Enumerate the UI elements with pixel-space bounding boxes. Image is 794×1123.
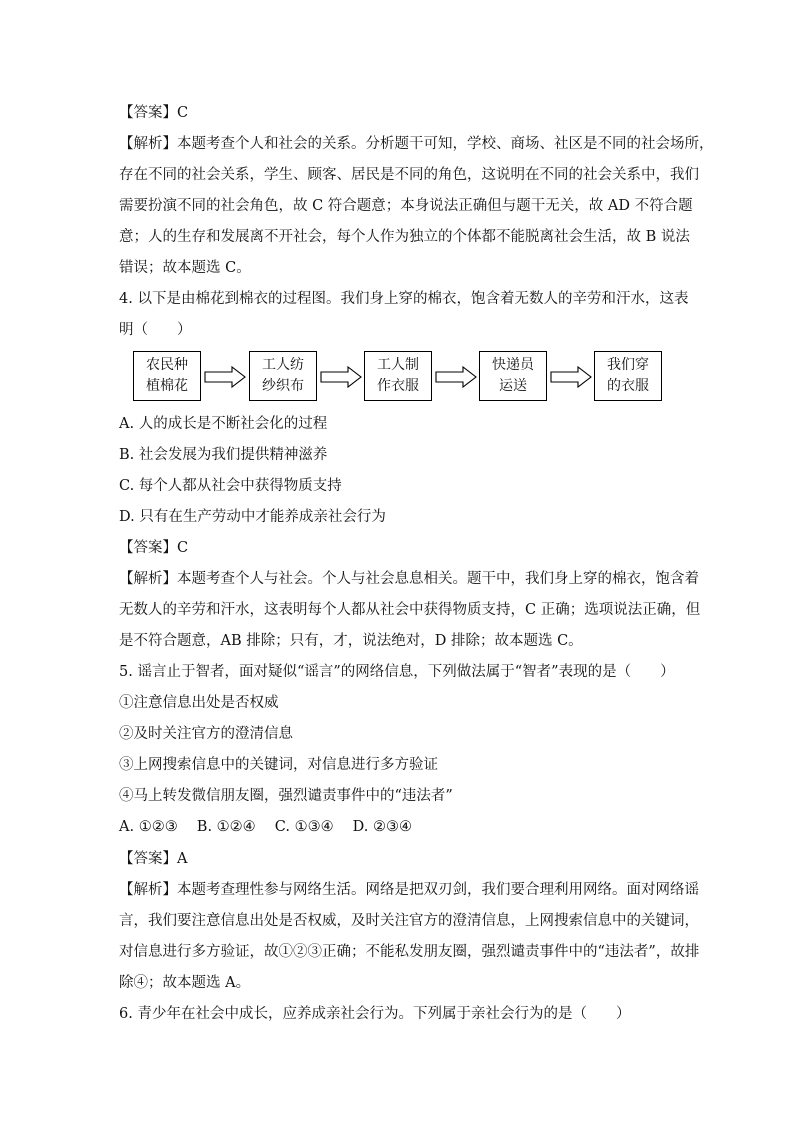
flow-arrow-1-icon	[204, 366, 246, 388]
question-4-line2: 明（ ）	[119, 322, 192, 338]
question-4-option-d: D. 只有在生产劳动中才能养成亲社会行为	[119, 509, 386, 525]
question-5-statement-1: ①注意信息出处是否权威	[119, 695, 279, 711]
flow-arrow-2-icon	[320, 366, 362, 388]
flow-arrow-4-icon	[550, 366, 592, 388]
explanation-q3-line5: 错误；故本题选 C。	[119, 260, 251, 276]
flow-step-5	[594, 351, 662, 401]
flow-step-3	[364, 351, 432, 401]
explanation-q4-line2: 无数人的辛劳和汗水，这表明每个人都从社会中获得物质支持，C 正确；选项说法正确，但	[119, 602, 701, 618]
question-4-option-a: A. 人的成长是不断社会化的过程	[119, 416, 328, 432]
answer-q5: 【答案】A	[119, 851, 188, 867]
explanation-q5-line4: 除④；故本题选 A。	[119, 975, 251, 991]
explanation-q5-line1: 【解析】本题考查理性参与网络生活。网络是把双刃剑，我们要合理利用网络。面对网络谣	[119, 882, 699, 898]
question-5-options: A. ①②③ B. ①②④ C. ①③④ D. ②③④	[119, 819, 413, 835]
flow-step-1-line2: 植棉花	[146, 378, 188, 394]
flow-step-3-line2: 作衣服	[377, 378, 419, 394]
flow-step-2	[249, 351, 317, 401]
explanation-q3-line3: 需要扮演不同的社会角色，故 C 符合题意；本身说法正确但与题干无关，故 AD 不符合题	[119, 198, 693, 214]
flow-step-2-line1: 工人纺	[262, 357, 304, 373]
question-5-statement-4: ④马上转发微信朋友圈，强烈谴责事件中的“违法者”	[119, 788, 453, 804]
question-6-line1: 6. 青少年在社会中成长，应养成亲社会行为。下列属于亲社会行为的是（ ）	[119, 1006, 631, 1022]
flow-step-4-line1: 快递员	[492, 357, 534, 373]
flow-step-4-line2: 运送	[499, 378, 527, 394]
question-5-line1: 5. 谣言止于智者，面对疑似“谣言”的网络信息，下列做法属于“智者”表现的是（ ）	[119, 664, 675, 680]
explanation-q3-line2: 存在不同的社会关系，学生、顾客、居民是不同的角色，这说明在不同的社会关系中，我们	[119, 167, 699, 183]
question-4-line1: 4. 以下是由棉花到棉衣的过程图。我们身上穿的棉衣，饱含着无数人的辛劳和汗水，这表	[119, 291, 689, 307]
answer-q3: 【答案】C	[119, 105, 189, 121]
question-5-statement-2: ②及时关注官方的澄清信息	[119, 726, 293, 742]
explanation-q5-line2: 言，我们要注意信息出处是否权威，及时关注官方的澄清信息，上网搜索信息中的关键词，	[119, 913, 699, 929]
flow-step-2-line2: 纱织布	[262, 378, 304, 394]
flow-step-1	[133, 351, 201, 401]
question-4-option-b: B. 社会发展为我们提供精神滋养	[119, 447, 328, 463]
flow-step-1-line1: 农民种	[146, 357, 188, 373]
explanation-q5-line3: 对信息进行多方验证，故①②③正确；不能私发朋友圈，强烈谴责事件中的“违法者”，故排	[119, 944, 700, 960]
question-4-option-c: C. 每个人都从社会中获得物质支持	[119, 478, 342, 494]
explanation-q3-line4: 意；人的生存和发展离不开社会，每个人作为独立的个体都不能脱离社会生活，故 B 说法	[119, 229, 690, 245]
flow-step-5-line2: 的衣服	[607, 378, 649, 394]
explanation-q4-line1: 【解析】本题考查个人与社会。个人与社会息息相关。题干中，我们身上穿的棉衣，饱含着	[119, 571, 699, 587]
question-5-statement-3: ③上网搜索信息中的关键词，对信息进行多方验证	[119, 757, 438, 773]
flow-step-4	[479, 351, 547, 401]
flow-step-5-line1: 我们穿	[607, 357, 649, 373]
explanation-q3-line1: 【解析】本题考查个人和社会的关系。分析题干可知，学校、商场、社区是不同的社会场所，	[119, 136, 714, 152]
explanation-q4-line3: 是不符合题意，AB 排除；只有，才，说法绝对，D 排除；故本题选 C。	[119, 633, 583, 649]
flow-step-3-line1: 工人制	[377, 357, 419, 373]
flow-arrow-3-icon	[435, 366, 477, 388]
answer-q4: 【答案】C	[119, 540, 189, 556]
